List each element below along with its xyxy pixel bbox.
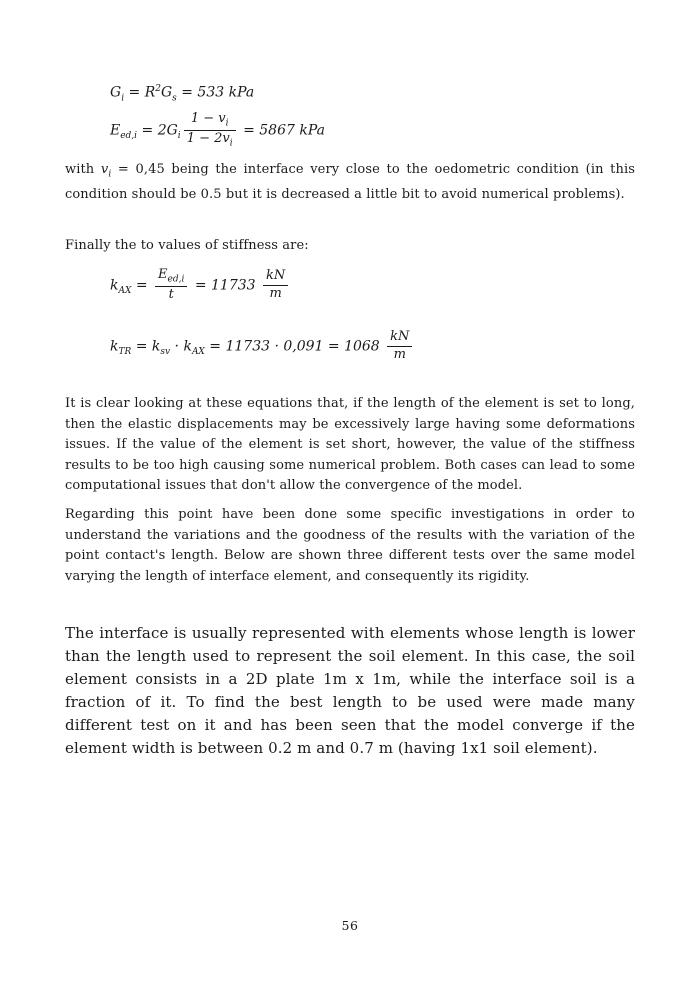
equation-term: E bbox=[110, 122, 121, 139]
equation-transverse-stiffness bbox=[110, 330, 415, 363]
equation-subscript: i bbox=[177, 131, 181, 142]
equation-subscript: ed,i bbox=[120, 131, 138, 142]
paragraph-investigations bbox=[65, 505, 635, 587]
paragraph-finally bbox=[65, 236, 635, 257]
fraction-denominator: $1 - 2v_i$ bbox=[186, 130, 233, 149]
paragraph-interface-poisson bbox=[65, 160, 635, 206]
fraction bbox=[184, 112, 236, 149]
equation-subscript: AX bbox=[118, 286, 132, 297]
fraction-numerator: $1 - v_i$ bbox=[184, 112, 236, 131]
equation-oedometric-modulus bbox=[110, 112, 325, 149]
equation-term: k bbox=[110, 338, 119, 355]
equation-term: = k bbox=[131, 338, 161, 355]
equation-term: = 2G bbox=[137, 122, 178, 139]
paragraph-text: The interface is usually represented with elements whose length is lower than the length used to represent the soil element. In this case, the soil element consists in a 2D plate 1m x 1m, while the interface soil is a fraction of it. To find the best length to be used were made many different test on it and has been seen that the model converge if the element width is between 0.2 m and 0.7 m (having 1x1 soil element). bbox=[65, 624, 635, 757]
equation-subscript: sv bbox=[160, 347, 171, 358]
fraction-numerator: $E_{ed,i}$ bbox=[155, 268, 187, 287]
page-number: 56 bbox=[341, 918, 359, 933]
equation-axial-stiffness bbox=[110, 268, 291, 303]
equation-term: = bbox=[131, 277, 153, 294]
fraction-numerator: kN bbox=[387, 330, 412, 347]
equation-subscript: i bbox=[121, 93, 125, 104]
inline-math-v: $v_i$ bbox=[100, 162, 112, 180]
paragraph-text: It is clear looking at these equations that, if the length of the element is set to long, then the elastic displacements may be excessively large having some deformations issues. If the value of the element is set short, however, the value of the stiffness results to be too high causing some numerical problem. Both cases can lead to some computational issues that don't allow the convergence of the model. bbox=[65, 396, 635, 493]
paragraph-element-length-discussion bbox=[65, 394, 635, 497]
equation-superscript: 2 bbox=[155, 84, 161, 94]
equation-term: k bbox=[110, 277, 119, 294]
equation-term: G bbox=[110, 84, 122, 101]
fraction-denominator: m bbox=[269, 285, 282, 301]
fraction-denominator: m bbox=[393, 346, 406, 362]
equation-term: · k bbox=[170, 338, 192, 355]
equation-term: = 11733 bbox=[190, 277, 260, 294]
fraction bbox=[155, 268, 187, 303]
paragraph-text: = 0,45 being the interface very close to the oedometric condition (in this condition should be 0.5 but it is decreased a little bit to avoid numerical problems). bbox=[65, 162, 635, 203]
paragraph-text: Regarding this point have been done some specific investigations in order to understand the variations and the goodness of the results with the variation of the point contact's length. Below are shown three different tests over the same model varying the length of interface element, and consequently its rigidity. bbox=[65, 507, 635, 584]
fraction-units bbox=[263, 269, 288, 302]
fraction-denominator: t bbox=[168, 286, 174, 302]
equation-result: = 5867 kPa bbox=[238, 122, 325, 139]
fraction-units bbox=[387, 330, 412, 363]
paragraph-interface-representation bbox=[65, 622, 635, 760]
equation-result: = 11733 · 0,091 = 1068 bbox=[204, 338, 385, 355]
equation-subscript: AX bbox=[191, 347, 205, 358]
equation-shear-modulus bbox=[110, 84, 254, 103]
equation-subscript: TR bbox=[118, 347, 132, 358]
equation-result: = 533 kPa bbox=[176, 84, 255, 101]
equation-subscript: s bbox=[172, 93, 177, 104]
paragraph-text: Finally the to values of stiffness are: bbox=[65, 238, 309, 253]
equation-term: G bbox=[160, 84, 173, 101]
fraction-numerator: kN bbox=[263, 269, 288, 286]
paragraph-text: with bbox=[65, 162, 101, 177]
equation-term: = R bbox=[124, 84, 156, 101]
